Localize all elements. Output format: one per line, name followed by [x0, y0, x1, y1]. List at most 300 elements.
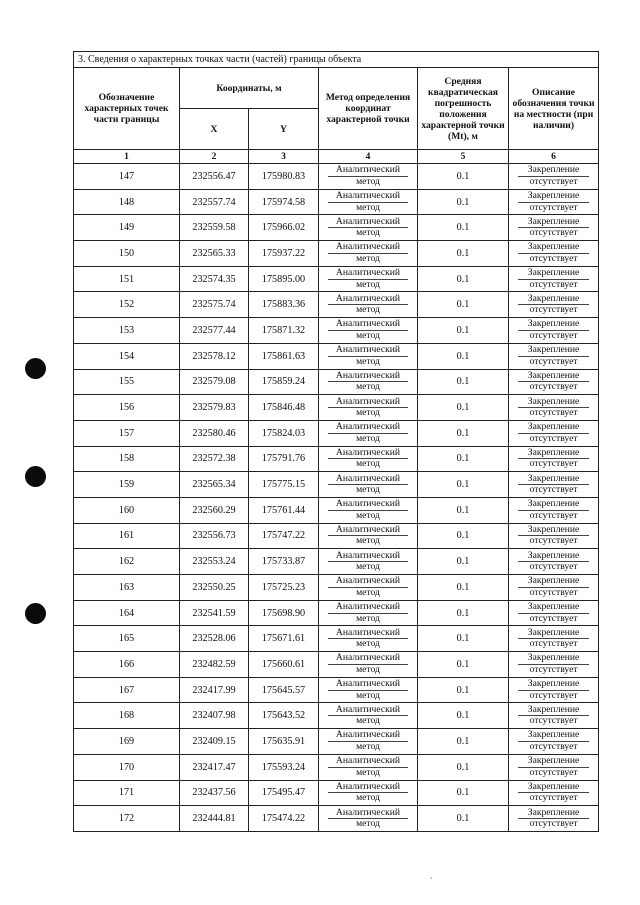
coord-x: 232444.81: [180, 806, 249, 832]
method-cell: [319, 677, 418, 703]
error-mt: 0.1: [418, 472, 509, 498]
scan-speck: [430, 877, 432, 879]
method-line: метод: [328, 561, 408, 573]
description-line: Закрепление: [527, 575, 580, 587]
method-line: Аналитический: [335, 678, 401, 690]
column-number: 4: [319, 150, 418, 164]
method-line: метод: [328, 638, 408, 650]
error-mt: 0.1: [418, 420, 509, 446]
table-row: [74, 549, 599, 575]
point-number: 168: [74, 703, 180, 729]
description-line: отсутствует: [518, 356, 589, 368]
coord-y: 175871.32: [249, 318, 319, 344]
method-line: Аналитический: [335, 164, 401, 176]
method-cell: [319, 369, 418, 395]
coord-y: 175593.24: [249, 754, 319, 780]
method-line: метод: [328, 227, 408, 239]
method-line: метод: [328, 202, 408, 214]
description-line: отсутствует: [518, 715, 589, 727]
table-row: [74, 523, 599, 549]
coord-x: 232553.24: [180, 549, 249, 575]
method-line: Аналитический: [335, 755, 401, 767]
error-mt: 0.1: [418, 343, 509, 369]
method-line: Аналитический: [335, 421, 401, 433]
point-number: 150: [74, 241, 180, 267]
description-line: Закрепление: [527, 421, 580, 433]
point-number: 162: [74, 549, 180, 575]
coord-y: 175761.44: [249, 497, 319, 523]
coord-y: 175645.57: [249, 677, 319, 703]
method-line: Аналитический: [335, 369, 401, 381]
description-cell: [509, 318, 599, 344]
method-line: метод: [328, 613, 408, 625]
method-cell: [319, 343, 418, 369]
description-cell: [509, 164, 599, 190]
description-cell: [509, 626, 599, 652]
coord-x: 232565.34: [180, 472, 249, 498]
error-mt: 0.1: [418, 523, 509, 549]
method-line: метод: [328, 818, 408, 830]
point-number: 157: [74, 420, 180, 446]
coord-x: 232565.33: [180, 241, 249, 267]
error-mt: 0.1: [418, 215, 509, 241]
description-line: Закрепление: [527, 241, 580, 253]
description-line: Закрепление: [527, 369, 580, 381]
method-line: Аналитический: [335, 549, 401, 561]
coord-x: 232409.15: [180, 729, 249, 755]
error-mt: 0.1: [418, 806, 509, 832]
header-point-designation: Обозначение характерных точек части границы: [74, 68, 180, 150]
description-line: Закрепление: [527, 729, 580, 741]
error-mt: 0.1: [418, 446, 509, 472]
table-row: [74, 292, 599, 318]
point-number: 166: [74, 652, 180, 678]
method-cell: [319, 523, 418, 549]
header-x: X: [180, 109, 249, 150]
description-cell: [509, 446, 599, 472]
method-line: метод: [328, 279, 408, 291]
header-row-1: [74, 68, 599, 109]
coord-y: 175733.87: [249, 549, 319, 575]
point-number: 164: [74, 600, 180, 626]
coord-x: 232417.99: [180, 677, 249, 703]
description-line: отсутствует: [518, 792, 589, 804]
description-cell: [509, 395, 599, 421]
description-line: Закрепление: [527, 472, 580, 484]
method-line: Аналитический: [335, 601, 401, 613]
method-line: метод: [328, 330, 408, 342]
description-line: отсутствует: [518, 484, 589, 496]
point-number: 154: [74, 343, 180, 369]
coord-x: 232579.83: [180, 395, 249, 421]
method-line: метод: [328, 253, 408, 265]
table-row: [74, 369, 599, 395]
point-number: 161: [74, 523, 180, 549]
description-cell: [509, 420, 599, 446]
method-line: Аналитический: [335, 703, 401, 715]
description-line: отсутствует: [518, 381, 589, 393]
description-line: отсутствует: [518, 664, 589, 676]
error-mt: 0.1: [418, 575, 509, 601]
table-caption-row: [74, 52, 599, 68]
table-row: [74, 164, 599, 190]
description-line: отсутствует: [518, 279, 589, 291]
description-line: отсутствует: [518, 407, 589, 419]
header-description: Описание обозначения точки на местности (при наличии): [509, 68, 599, 150]
coord-y: 175671.61: [249, 626, 319, 652]
method-cell: [319, 420, 418, 446]
coord-y: 175698.90: [249, 600, 319, 626]
description-cell: [509, 703, 599, 729]
table-row: [74, 729, 599, 755]
coord-x: 232575.74: [180, 292, 249, 318]
table-caption: 3. Сведения о характерных точках части (частей) границы объекта: [74, 52, 599, 68]
table-row: [74, 652, 599, 678]
error-mt: 0.1: [418, 292, 509, 318]
point-number: 163: [74, 575, 180, 601]
description-line: Закрепление: [527, 446, 580, 458]
description-line: Закрепление: [527, 164, 580, 176]
point-number: 159: [74, 472, 180, 498]
description-line: отсутствует: [518, 690, 589, 702]
method-line: метод: [328, 381, 408, 393]
coord-x: 232574.35: [180, 266, 249, 292]
coord-x: 232437.56: [180, 780, 249, 806]
method-line: Аналитический: [335, 241, 401, 253]
coord-x: 232579.08: [180, 369, 249, 395]
table-row: [74, 754, 599, 780]
method-cell: [319, 549, 418, 575]
description-line: Закрепление: [527, 703, 580, 715]
description-line: Закрепление: [527, 344, 580, 356]
coord-y: 175775.15: [249, 472, 319, 498]
method-line: Аналитический: [335, 575, 401, 587]
column-number-row: [74, 150, 599, 164]
error-mt: 0.1: [418, 189, 509, 215]
description-line: отсутствует: [518, 227, 589, 239]
method-cell: [319, 729, 418, 755]
method-line: метод: [328, 510, 408, 522]
method-line: метод: [328, 433, 408, 445]
coord-x: 232559.58: [180, 215, 249, 241]
method-cell: [319, 318, 418, 344]
table-row: [74, 241, 599, 267]
method-line: Аналитический: [335, 523, 401, 535]
method-cell: [319, 241, 418, 267]
punch-hole: [25, 466, 46, 487]
coord-x: 232417.47: [180, 754, 249, 780]
method-line: Аналитический: [335, 626, 401, 638]
coord-y: 175791.76: [249, 446, 319, 472]
table-row: [74, 806, 599, 832]
error-mt: 0.1: [418, 164, 509, 190]
error-mt: 0.1: [418, 369, 509, 395]
method-cell: [319, 600, 418, 626]
method-cell: [319, 806, 418, 832]
point-number: 147: [74, 164, 180, 190]
method-line: Аналитический: [335, 498, 401, 510]
coord-y: 175895.00: [249, 266, 319, 292]
description-line: отсутствует: [518, 767, 589, 779]
point-number: 171: [74, 780, 180, 806]
column-number: 1: [74, 150, 180, 164]
table-row: [74, 395, 599, 421]
point-number: 165: [74, 626, 180, 652]
method-line: Аналитический: [335, 395, 401, 407]
table-row: [74, 446, 599, 472]
table-row: [74, 318, 599, 344]
method-line: метод: [328, 458, 408, 470]
description-line: отсутствует: [518, 535, 589, 547]
method-cell: [319, 446, 418, 472]
coord-y: 175859.24: [249, 369, 319, 395]
method-line: метод: [328, 304, 408, 316]
table-row: [74, 677, 599, 703]
description-line: Закрепление: [527, 523, 580, 535]
error-mt: 0.1: [418, 266, 509, 292]
point-number: 172: [74, 806, 180, 832]
error-mt: 0.1: [418, 677, 509, 703]
description-cell: [509, 754, 599, 780]
point-number: 152: [74, 292, 180, 318]
description-cell: [509, 266, 599, 292]
error-mt: 0.1: [418, 703, 509, 729]
description-cell: [509, 780, 599, 806]
header-method: Метод определения координат характерной точки: [319, 68, 418, 150]
coord-y: 175725.23: [249, 575, 319, 601]
point-number: 156: [74, 395, 180, 421]
description-line: отсутствует: [518, 202, 589, 214]
error-mt: 0.1: [418, 241, 509, 267]
error-mt: 0.1: [418, 318, 509, 344]
table-row: [74, 600, 599, 626]
coord-x: 232550.25: [180, 575, 249, 601]
method-line: метод: [328, 715, 408, 727]
coord-y: 175660.61: [249, 652, 319, 678]
error-mt: 0.1: [418, 729, 509, 755]
column-number: 5: [418, 150, 509, 164]
column-number: 2: [180, 150, 249, 164]
point-number: 160: [74, 497, 180, 523]
table-row: [74, 266, 599, 292]
error-mt: 0.1: [418, 780, 509, 806]
coord-y: 175846.48: [249, 395, 319, 421]
coord-x: 232556.73: [180, 523, 249, 549]
description-line: Закрепление: [527, 652, 580, 664]
table-row: [74, 472, 599, 498]
description-cell: [509, 600, 599, 626]
description-cell: [509, 292, 599, 318]
coord-y: 175643.52: [249, 703, 319, 729]
coord-x: 232580.46: [180, 420, 249, 446]
description-line: отсутствует: [518, 433, 589, 445]
header-y: Y: [249, 109, 319, 150]
method-line: Аналитический: [335, 344, 401, 356]
method-line: Аналитический: [335, 806, 401, 818]
description-line: Закрепление: [527, 601, 580, 613]
coord-y: 175824.03: [249, 420, 319, 446]
description-cell: [509, 549, 599, 575]
coord-x: 232577.44: [180, 318, 249, 344]
error-mt: 0.1: [418, 626, 509, 652]
method-line: Аналитический: [335, 292, 401, 304]
point-number: 158: [74, 446, 180, 472]
table-row: [74, 703, 599, 729]
description-line: отсутствует: [518, 458, 589, 470]
description-cell: [509, 677, 599, 703]
description-cell: [509, 652, 599, 678]
punch-hole: [25, 603, 46, 624]
description-cell: [509, 497, 599, 523]
method-line: Аналитический: [335, 215, 401, 227]
description-line: отсутствует: [518, 510, 589, 522]
coord-y: 175747.22: [249, 523, 319, 549]
method-line: Аналитический: [335, 267, 401, 279]
table-row: [74, 626, 599, 652]
description-line: Закрепление: [527, 190, 580, 202]
coord-x: 232407.98: [180, 703, 249, 729]
point-number: 151: [74, 266, 180, 292]
table-row: [74, 497, 599, 523]
point-number: 170: [74, 754, 180, 780]
description-cell: [509, 241, 599, 267]
method-line: метод: [328, 587, 408, 599]
description-line: отсутствует: [518, 330, 589, 342]
description-cell: [509, 189, 599, 215]
description-line: Закрепление: [527, 678, 580, 690]
method-line: Аналитический: [335, 780, 401, 792]
method-cell: [319, 703, 418, 729]
coord-x: 232578.12: [180, 343, 249, 369]
description-line: Закрепление: [527, 780, 580, 792]
coord-x: 232556.47: [180, 164, 249, 190]
error-mt: 0.1: [418, 395, 509, 421]
method-line: Аналитический: [335, 190, 401, 202]
coord-x: 232560.29: [180, 497, 249, 523]
description-line: отсутствует: [518, 176, 589, 188]
error-mt: 0.1: [418, 754, 509, 780]
description-line: Закрепление: [527, 395, 580, 407]
column-number: 3: [249, 150, 319, 164]
column-number: 6: [509, 150, 599, 164]
point-number: 155: [74, 369, 180, 395]
method-line: Аналитический: [335, 729, 401, 741]
description-line: отсутствует: [518, 587, 589, 599]
description-line: отсутствует: [518, 613, 589, 625]
method-line: метод: [328, 792, 408, 804]
point-number: 149: [74, 215, 180, 241]
description-line: Закрепление: [527, 318, 580, 330]
description-line: отсутствует: [518, 304, 589, 316]
punch-hole: [25, 358, 46, 379]
coord-x: 232541.59: [180, 600, 249, 626]
coord-x: 232557.74: [180, 189, 249, 215]
table-row: [74, 575, 599, 601]
method-cell: [319, 472, 418, 498]
description-cell: [509, 215, 599, 241]
method-line: Аналитический: [335, 446, 401, 458]
table-row: [74, 215, 599, 241]
coord-y: 175495.47: [249, 780, 319, 806]
header-coordinates: Координаты, м: [180, 68, 319, 109]
method-cell: [319, 164, 418, 190]
point-number: 169: [74, 729, 180, 755]
method-cell: [319, 189, 418, 215]
table-row: [74, 343, 599, 369]
description-cell: [509, 369, 599, 395]
method-cell: [319, 395, 418, 421]
description-cell: [509, 575, 599, 601]
method-line: метод: [328, 356, 408, 368]
method-line: метод: [328, 407, 408, 419]
error-mt: 0.1: [418, 549, 509, 575]
method-cell: [319, 266, 418, 292]
description-cell: [509, 343, 599, 369]
method-line: метод: [328, 741, 408, 753]
method-cell: [319, 215, 418, 241]
coord-y: 175474.22: [249, 806, 319, 832]
point-number: 167: [74, 677, 180, 703]
method-line: метод: [328, 535, 408, 547]
description-line: отсутствует: [518, 253, 589, 265]
coord-x: 232482.59: [180, 652, 249, 678]
description-line: Закрепление: [527, 549, 580, 561]
description-line: отсутствует: [518, 561, 589, 573]
method-cell: [319, 780, 418, 806]
coord-y: 175966.02: [249, 215, 319, 241]
table-row: [74, 420, 599, 446]
description-line: Закрепление: [527, 215, 580, 227]
table-row: [74, 189, 599, 215]
method-cell: [319, 754, 418, 780]
coord-y: 175980.83: [249, 164, 319, 190]
coord-y: 175635.91: [249, 729, 319, 755]
method-cell: [319, 575, 418, 601]
description-line: Закрепление: [527, 267, 580, 279]
method-cell: [319, 497, 418, 523]
header-error: Средняя квадратическая погрешность положения характерной точки (Mt), м: [418, 68, 509, 150]
description-line: отсутствует: [518, 638, 589, 650]
method-cell: [319, 292, 418, 318]
coord-x: 232572.38: [180, 446, 249, 472]
description-cell: [509, 806, 599, 832]
description-cell: [509, 523, 599, 549]
point-number: 153: [74, 318, 180, 344]
method-line: Аналитический: [335, 318, 401, 330]
method-line: метод: [328, 176, 408, 188]
description-line: Закрепление: [527, 292, 580, 304]
error-mt: 0.1: [418, 600, 509, 626]
method-cell: [319, 652, 418, 678]
table-row: [74, 780, 599, 806]
method-cell: [319, 626, 418, 652]
error-mt: 0.1: [418, 652, 509, 678]
coord-x: 232528.06: [180, 626, 249, 652]
description-line: Закрепление: [527, 498, 580, 510]
coord-y: 175861.63: [249, 343, 319, 369]
description-line: отсутствует: [518, 741, 589, 753]
method-line: метод: [328, 664, 408, 676]
description-line: Закрепление: [527, 755, 580, 767]
description-line: отсутствует: [518, 818, 589, 830]
coord-y: 175883.36: [249, 292, 319, 318]
error-mt: 0.1: [418, 497, 509, 523]
method-line: Аналитический: [335, 652, 401, 664]
method-line: метод: [328, 484, 408, 496]
method-line: Аналитический: [335, 472, 401, 484]
method-line: метод: [328, 690, 408, 702]
description-line: Закрепление: [527, 806, 580, 818]
